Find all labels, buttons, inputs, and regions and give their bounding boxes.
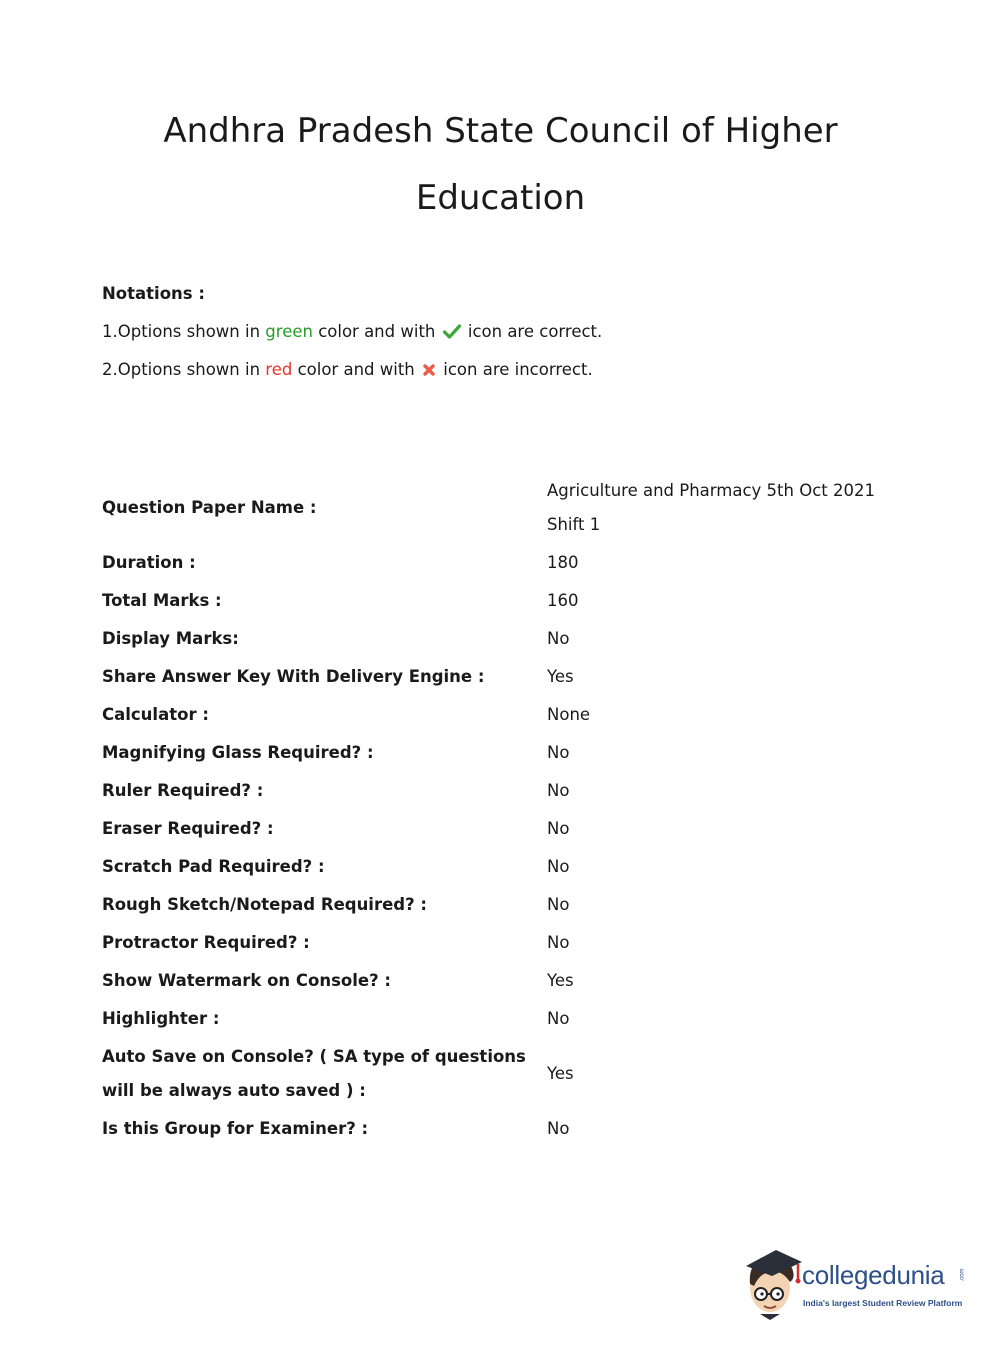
info-value: Yes <box>547 667 574 686</box>
info-value: No <box>547 933 570 952</box>
info-label: Scratch Pad Required? : <box>102 857 325 876</box>
cross-icon <box>422 358 436 386</box>
info-row <box>102 582 917 620</box>
info-value: No <box>547 1009 570 1028</box>
notation-correct-prefix: 1.Options shown in <box>102 322 266 341</box>
info-label: Eraser Required? : <box>102 819 274 838</box>
info-value: 160 <box>547 591 579 610</box>
info-row <box>102 472 917 544</box>
info-row <box>102 1110 917 1148</box>
info-row <box>102 1038 917 1110</box>
info-row <box>102 886 917 924</box>
notation-incorrect-prefix: 2.Options shown in <box>102 360 266 379</box>
info-value: Yes <box>547 1064 574 1083</box>
info-row <box>102 772 917 810</box>
info-row <box>102 962 917 1000</box>
info-label: Highlighter : <box>102 1009 220 1028</box>
info-value: Yes <box>547 971 574 990</box>
notation-correct-middle: color and with <box>312 322 441 341</box>
info-row <box>102 658 917 696</box>
info-label: Auto Save on Console? ( SA type of questions will be always auto saved ) : <box>102 1047 526 1100</box>
info-label: Magnifying Glass Required? : <box>102 743 374 762</box>
notation-incorrect-middle: color and with <box>292 360 421 379</box>
check-icon <box>443 320 461 348</box>
info-row <box>102 696 917 734</box>
info-value: 180 <box>547 553 579 572</box>
red-word: red <box>265 360 293 379</box>
notations-section <box>102 280 602 394</box>
info-row <box>102 924 917 962</box>
notation-correct <box>102 318 602 356</box>
info-label: Ruler Required? : <box>102 781 264 800</box>
info-row <box>102 848 917 886</box>
info-row <box>102 810 917 848</box>
info-label: Calculator : <box>102 705 209 724</box>
info-value: No <box>547 781 570 800</box>
mascot-icon <box>742 1248 804 1320</box>
info-label: Share Answer Key With Delivery Engine : <box>102 667 485 686</box>
info-value: No <box>547 1119 570 1138</box>
info-row <box>102 1000 917 1038</box>
logo-tagline: India's largest Student Review Platform <box>803 1298 963 1308</box>
logo-brand-text: collegedunia <box>802 1260 945 1290</box>
info-value: No <box>547 629 570 648</box>
notation-incorrect <box>102 356 602 394</box>
collegedunia-logo <box>742 1248 972 1320</box>
notation-correct-suffix: icon are correct. <box>462 322 603 341</box>
logo-com-text: .com <box>959 1268 966 1282</box>
info-value: None <box>547 705 591 724</box>
page-title <box>0 98 1001 232</box>
info-value: No <box>547 857 570 876</box>
info-value: Agriculture and Pharmacy 5th Oct 2021 Shift 1 <box>547 481 875 534</box>
info-label: Display Marks: <box>102 629 239 648</box>
info-row <box>102 734 917 772</box>
info-row <box>102 620 917 658</box>
question-paper-info-table <box>102 472 917 1148</box>
green-word: green <box>265 322 313 341</box>
info-label: Total Marks : <box>102 591 222 610</box>
info-value: No <box>547 819 570 838</box>
info-value: No <box>547 895 570 914</box>
info-row <box>102 544 917 582</box>
info-value: No <box>547 743 570 762</box>
info-label: Is this Group for Examiner? : <box>102 1119 369 1138</box>
info-label: Rough Sketch/Notepad Required? : <box>102 895 428 914</box>
title-line-1: Andhra Pradesh State Council of Higher <box>163 111 838 151</box>
title-line-2: Education <box>415 178 586 218</box>
info-label: Question Paper Name : <box>102 498 317 517</box>
notation-incorrect-suffix: icon are incorrect. <box>438 360 593 379</box>
info-label: Duration : <box>102 553 196 572</box>
info-label: Show Watermark on Console? : <box>102 971 392 990</box>
notations-heading: Notations : <box>102 284 205 303</box>
info-label: Protractor Required? : <box>102 933 310 952</box>
